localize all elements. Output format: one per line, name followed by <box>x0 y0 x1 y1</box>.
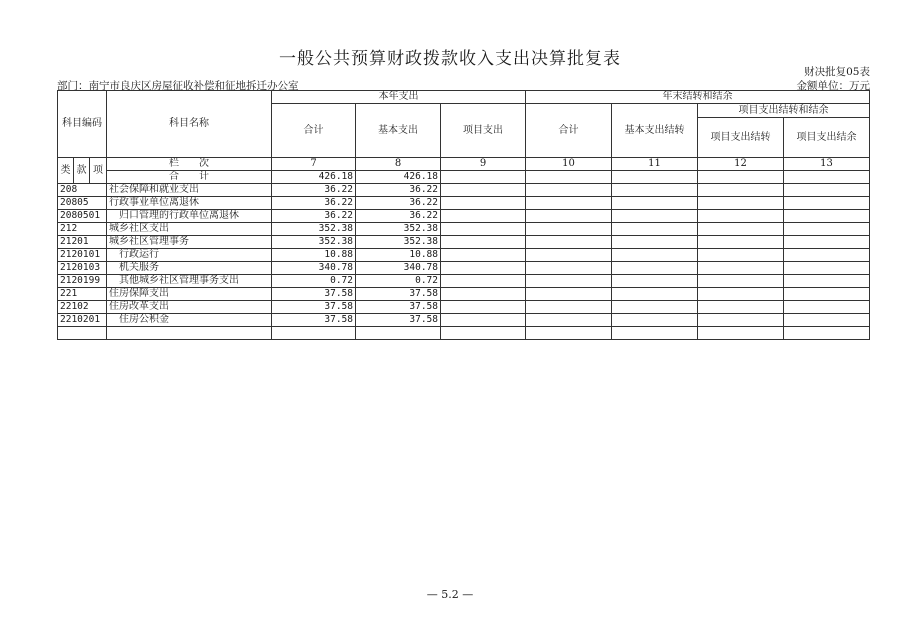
empty-cell <box>441 236 526 249</box>
header-code: 科目编码 <box>58 91 107 158</box>
empty-cell <box>526 236 612 249</box>
empty-cell <box>698 314 784 327</box>
empty-cell <box>526 210 612 223</box>
blank-row <box>58 327 870 340</box>
header-xiang: 项 <box>90 158 107 184</box>
empty-cell <box>441 275 526 288</box>
row-total: 340.78 <box>272 262 356 275</box>
row-code: 221 <box>58 288 107 301</box>
empty-cell <box>784 197 870 210</box>
empty-cell <box>441 184 526 197</box>
row-name: 行政事业单位离退休 <box>107 197 272 210</box>
row-code: 2210201 <box>58 314 107 327</box>
empty-cell <box>612 275 698 288</box>
row-basic: 10.88 <box>356 249 441 262</box>
empty-cell <box>698 236 784 249</box>
row-basic: 37.58 <box>356 301 441 314</box>
row-name: 住房保障支出 <box>107 288 272 301</box>
empty-cell <box>784 275 870 288</box>
empty-cell <box>784 249 870 262</box>
totals-label: 合 计 <box>107 171 272 184</box>
row-total: 37.58 <box>272 288 356 301</box>
row-basic: 0.72 <box>356 275 441 288</box>
header-current-year: 本年支出 <box>272 91 526 104</box>
empty-cell <box>784 314 870 327</box>
empty-cell <box>698 327 784 340</box>
table-row <box>58 262 870 275</box>
table-row <box>58 288 870 301</box>
header-lei: 类 <box>58 158 74 184</box>
empty-cell <box>612 236 698 249</box>
empty-cell <box>612 223 698 236</box>
col-num-10: 10 <box>526 158 612 171</box>
totals-total: 426.18 <box>272 171 356 184</box>
row-basic: 37.58 <box>356 288 441 301</box>
header-total-2: 合计 <box>526 104 612 158</box>
table-row <box>58 223 870 236</box>
row-name: 归口管理的行政单位离退休 <box>107 210 272 223</box>
row-name: 行政运行 <box>107 249 272 262</box>
table-row <box>58 301 870 314</box>
header-basic-carry: 基本支出结转 <box>612 104 698 158</box>
empty-cell <box>272 327 356 340</box>
row-total: 36.22 <box>272 184 356 197</box>
table-row <box>58 197 870 210</box>
empty-cell <box>612 288 698 301</box>
row-code: 2080501 <box>58 210 107 223</box>
row-name: 城乡社区管理事务 <box>107 236 272 249</box>
empty-cell <box>441 197 526 210</box>
row-name: 住房改革支出 <box>107 301 272 314</box>
row-total: 10.88 <box>272 249 356 262</box>
row-total: 352.38 <box>272 223 356 236</box>
budget-table <box>57 90 870 340</box>
empty-cell <box>784 210 870 223</box>
row-name: 社会保障和就业支出 <box>107 184 272 197</box>
empty-cell <box>784 301 870 314</box>
header-project-carry: 项目支出结转和结余 <box>698 104 870 118</box>
empty-cell <box>526 327 612 340</box>
row-total: 36.22 <box>272 210 356 223</box>
row-basic: 37.58 <box>356 314 441 327</box>
empty-cell <box>526 275 612 288</box>
totals-basic: 426.18 <box>356 171 441 184</box>
col-num-12: 12 <box>698 158 784 171</box>
empty-cell <box>441 210 526 223</box>
empty-cell <box>526 301 612 314</box>
empty-cell <box>441 301 526 314</box>
header-proj-carry: 项目支出结转 <box>698 118 784 158</box>
col-num-13: 13 <box>784 158 870 171</box>
row-total: 37.58 <box>272 314 356 327</box>
table-row <box>58 249 870 262</box>
col-num-11: 11 <box>612 158 698 171</box>
empty-cell <box>526 184 612 197</box>
empty-cell <box>612 184 698 197</box>
totals-row <box>58 171 870 184</box>
table-row <box>58 275 870 288</box>
header-proj-surplus: 项目支出结余 <box>784 118 870 158</box>
row-basic: 36.22 <box>356 197 441 210</box>
empty-cell <box>784 184 870 197</box>
row-basic: 352.38 <box>356 223 441 236</box>
row-basic: 36.22 <box>356 210 441 223</box>
col-num-7: 7 <box>272 158 356 171</box>
row-code: 22102 <box>58 301 107 314</box>
col-num-9: 9 <box>441 158 526 171</box>
table-row <box>58 184 870 197</box>
empty-cell <box>356 327 441 340</box>
empty-cell <box>784 262 870 275</box>
row-name: 其他城乡社区管理事务支出 <box>107 275 272 288</box>
empty-cell <box>784 327 870 340</box>
empty-cell <box>441 327 526 340</box>
empty-cell <box>612 314 698 327</box>
empty-cell <box>526 223 612 236</box>
data-rows <box>58 184 870 340</box>
empty-cell <box>526 262 612 275</box>
empty-cell <box>612 327 698 340</box>
header-total: 合计 <box>272 104 356 158</box>
empty-cell <box>784 236 870 249</box>
table-row <box>58 210 870 223</box>
row-total: 352.38 <box>272 236 356 249</box>
row-basic: 352.38 <box>356 236 441 249</box>
empty-cell <box>612 210 698 223</box>
report-title: 一般公共预算财政拨款收入支出决算批复表 <box>279 49 621 69</box>
empty-cell <box>698 249 784 262</box>
empty-cell <box>698 262 784 275</box>
empty-cell <box>698 184 784 197</box>
col-num-8: 8 <box>356 158 441 171</box>
table-row <box>58 314 870 327</box>
row-basic: 36.22 <box>356 184 441 197</box>
empty-cell <box>526 288 612 301</box>
row-code: 208 <box>58 184 107 197</box>
empty-cell <box>441 262 526 275</box>
row-code: 2120101 <box>58 249 107 262</box>
header-year-end: 年末结转和结余 <box>526 91 870 104</box>
empty-cell <box>58 327 107 340</box>
amount-unit: 金额单位：万元 <box>796 80 870 92</box>
header-kuan: 款 <box>74 158 90 184</box>
row-name: 住房公积金 <box>107 314 272 327</box>
empty-cell <box>441 314 526 327</box>
lanci-label: 栏 次 <box>107 158 272 171</box>
empty-cell <box>612 301 698 314</box>
empty-cell <box>441 288 526 301</box>
header-basic: 基本支出 <box>356 104 441 158</box>
row-code: 212 <box>58 223 107 236</box>
page-number: — 5.2 — <box>426 588 474 601</box>
header-row-1 <box>58 91 870 104</box>
empty-cell <box>784 223 870 236</box>
row-name: 机关服务 <box>107 262 272 275</box>
header-project: 项目支出 <box>441 104 526 158</box>
empty-cell <box>526 314 612 327</box>
empty-cell <box>698 223 784 236</box>
empty-cell <box>612 262 698 275</box>
row-code: 20805 <box>58 197 107 210</box>
empty-cell <box>784 288 870 301</box>
empty-cell <box>612 249 698 262</box>
row-code: 2120103 <box>58 262 107 275</box>
empty-cell <box>698 301 784 314</box>
row-total: 0.72 <box>272 275 356 288</box>
empty-cell <box>441 223 526 236</box>
header-name: 科目名称 <box>107 91 272 158</box>
empty-cell <box>441 249 526 262</box>
form-code: 财决批复05表 <box>804 66 870 78</box>
empty-cell <box>698 275 784 288</box>
empty-cell <box>612 197 698 210</box>
row-total: 36.22 <box>272 197 356 210</box>
row-basic: 340.78 <box>356 262 441 275</box>
empty-cell <box>526 249 612 262</box>
empty-cell <box>698 288 784 301</box>
row-code: 21201 <box>58 236 107 249</box>
empty-cell <box>107 327 272 340</box>
row-total: 37.58 <box>272 301 356 314</box>
empty-cell <box>698 197 784 210</box>
row-code: 2120199 <box>58 275 107 288</box>
empty-cell <box>698 210 784 223</box>
row-name: 城乡社区支出 <box>107 223 272 236</box>
column-number-row <box>58 158 870 171</box>
department-label: 部门：南宁市良庆区房屋征收补偿和征地拆迁办公室 <box>57 80 299 92</box>
table-row <box>58 236 870 249</box>
empty-cell <box>526 197 612 210</box>
